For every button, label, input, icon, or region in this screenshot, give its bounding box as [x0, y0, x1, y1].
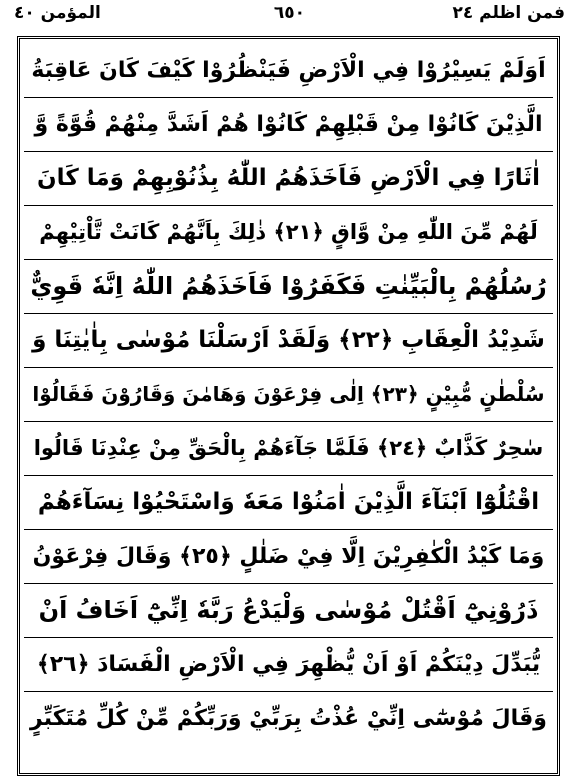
line-text: الَّذِيْنَ كَانُوْا مِنْ قَبْلِهِمْ كَانُوْا هُمْ اَشَدَّ مِنْهُمْ قُوَّةً وَّ [34, 111, 543, 137]
text-line [24, 583, 553, 638]
text-line [24, 205, 553, 260]
text-line [24, 367, 553, 422]
line-text: لَهُمْ مِّنَ اللّٰهِ مِنْ وَّاقٍ ﴿٢١﴾ ذٰلِكَ بِاَنَّهُمْ كَانَتْ تَّاْتِيْهِمْ [39, 220, 538, 244]
juz-name: فمن اظلم ٢٤ [452, 3, 565, 23]
text-line [24, 43, 553, 98]
page-header [0, 0, 579, 36]
text-frame [17, 36, 560, 776]
line-text: اقْتُلُوْٓا اَبْنَآءَ الَّذِيْنَ اٰمَنُوْا مَعَهٗ وَاسْتَحْيُوْا نِسَآءَهُمْ [37, 489, 540, 515]
line-text: اٰثَارًا فِي الْاَرْضِ فَاَخَذَهُمُ اللّٰهُ بِذُنُوْبِهِمْ وَمَا كَانَ [37, 165, 540, 191]
text-line [24, 97, 553, 152]
line-text: سُلْطٰنٍ مُّبِيْنٍ ﴿٢٣﴾ اِلٰى فِرْعَوْنَ وَهَامٰنَ وَقَارُوْنَ فَقَالُوْا [32, 382, 545, 406]
line-text: وَقَالَ مُوْسٰٓى اِنِّيْ عُذْتُ بِرَبِّيْ وَرَبِّكُمْ مِّنْ كُلِّ مُتَكَبِّرٍ [30, 705, 547, 731]
line-text: اَوَلَمْ يَسِيْرُوْا فِي الْاَرْضِ فَيَنْظُرُوْا كَيْفَ كَانَ عَاقِبَةُ [31, 57, 546, 83]
text-line [24, 475, 553, 530]
page-number: ٦٥٠ [273, 3, 306, 23]
text-line [24, 259, 553, 314]
surah-name: المؤمن ٤٠ [14, 3, 101, 23]
line-text: سٰحِرٌ كَذَّابٌ ﴿٢٤﴾ فَلَمَّا جَآءَهُمْ بِالْحَقِّ مِنْ عِنْدِنَا قَالُوا [33, 436, 544, 460]
text-line [24, 421, 553, 476]
line-text: وَمَا كَيْدُ الْكٰفِرِيْنَ اِلَّا فِيْ ضَلٰلٍ ﴿٢٥﴾ وَقَالَ فِرْعَوْنُ [32, 543, 545, 569]
text-line [24, 691, 553, 745]
text-line [24, 313, 553, 368]
text-line [24, 637, 553, 692]
line-text: ذَرُوْنِيْٓ اَقْتُلْ مُوْسٰى وَلْيَدْعُ رَبَّهٗ اِنِّيْٓ اَخَافُ اَنْ [38, 596, 539, 624]
text-line [24, 151, 553, 206]
line-text: يُّبَدِّلَ دِيْنَكُمْ اَوْ اَنْ يُّظْهِرَ فِي الْاَرْضِ الْفَسَادَ ﴿٢٦﴾ [36, 651, 541, 677]
line-text: شَدِيْدُ الْعِقَابِ ﴿٢٢﴾ وَلَقَدْ اَرْسَلْنَا مُوْسٰى بِاٰيٰتِنَا وَ [32, 327, 545, 353]
text-line [24, 529, 553, 584]
line-text: رُسُلُهُمْ بِالْبَيِّنٰتِ فَكَفَرُوْا فَاَخَذَهُمُ اللّٰهُ اِنَّهٗ قَوِيٌّ [30, 272, 547, 300]
